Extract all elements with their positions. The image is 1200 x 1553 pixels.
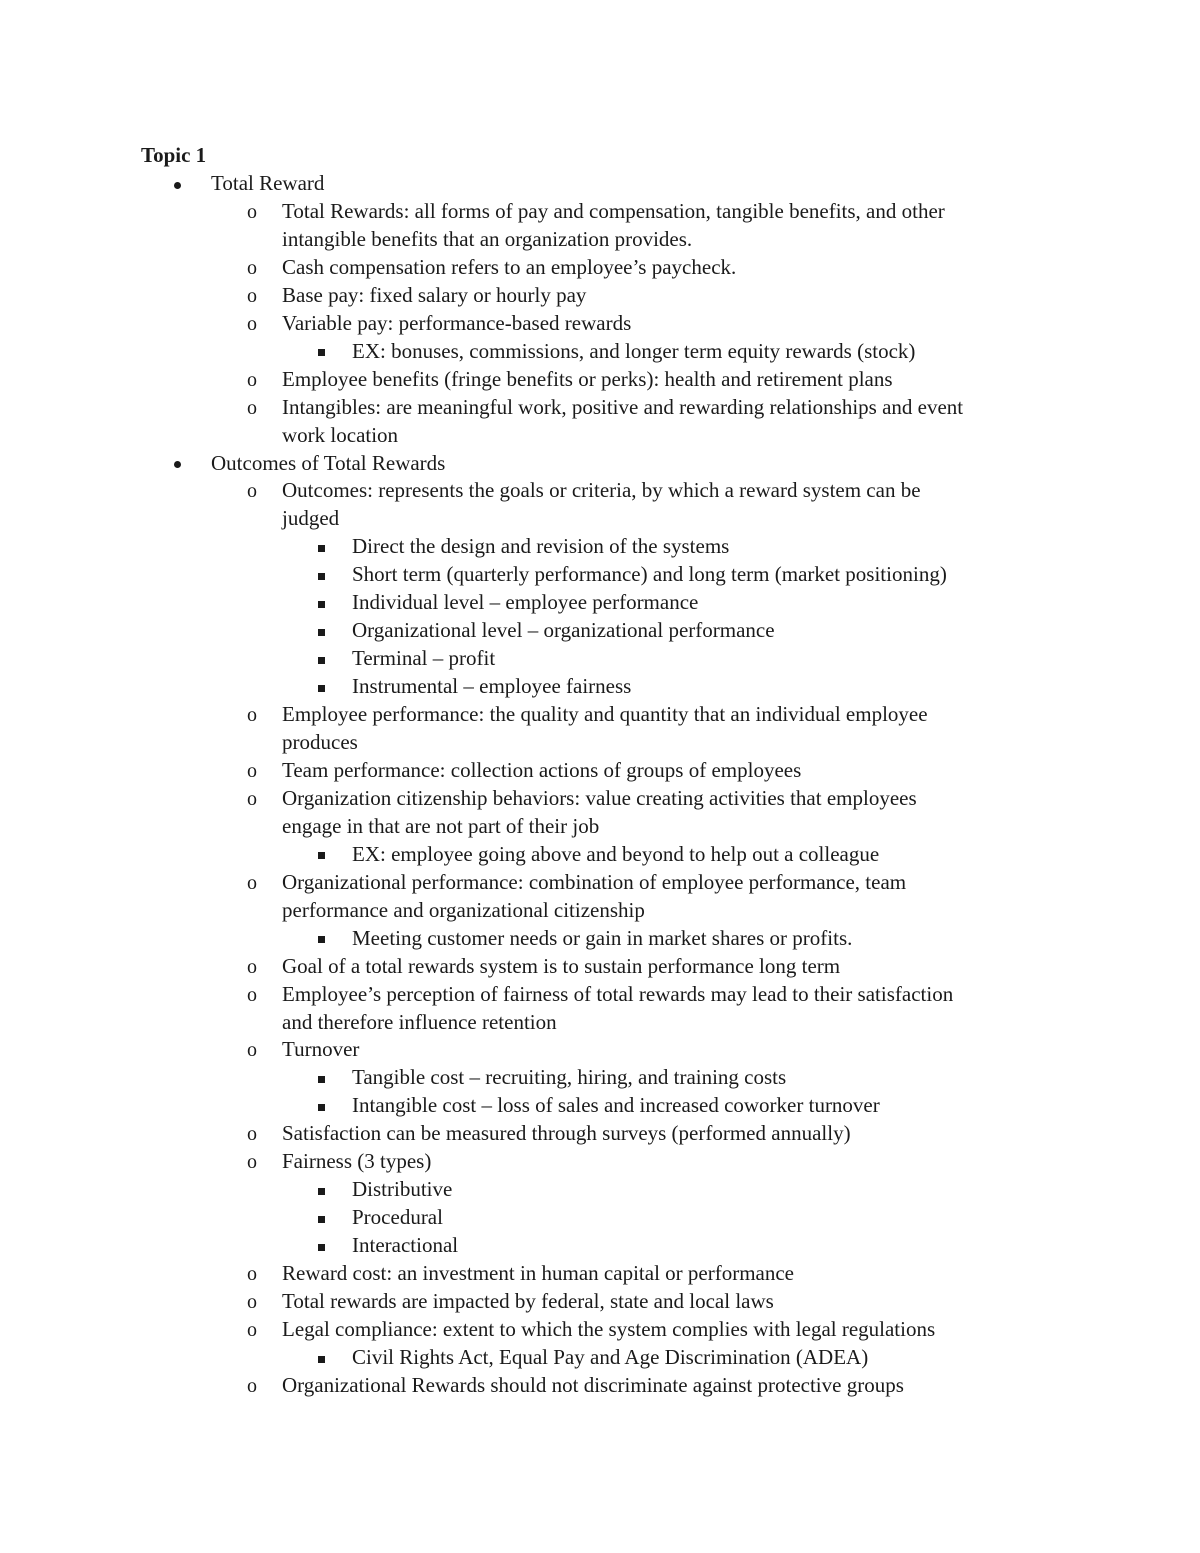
list-item-line: Meeting customer needs or gain in market shares or profits. [352,925,853,950]
list-item-line: Individual level – employee performance [352,590,699,615]
bullet-circle-icon: o [247,983,257,1006]
list-item-line: Intangible cost – loss of sales and increased coworker turnover [352,1093,880,1118]
bullet-square-icon [318,588,325,616]
list-item-line: Satisfaction can be measured through surveys (performed annually) [282,1121,851,1146]
list-item-line: work location [282,422,399,447]
list-item-line: Direct the design and revision of the systems [352,534,730,559]
list-item-line: Variable pay: performance-based rewards [282,310,632,335]
bullet-circle-icon: o [247,759,257,782]
list-item-line: Short term (quarterly performance) and long term (market positioning) [352,562,947,587]
bullet-circle-icon: o [247,1374,257,1397]
bullet-square-icon [318,840,325,868]
bullet-square-icon [318,1343,325,1371]
list-item-line: Legal compliance: extent to which the system complies with legal regulations [282,1316,936,1341]
bullet-circle-icon: o [247,200,257,223]
bullet-square-icon [318,532,325,560]
list-item-line: Reward cost: an investment in human capital or performance [282,1261,794,1286]
list-item-line: Fairness (3 types) [282,1149,432,1174]
bullet-circle-icon: o [247,955,257,978]
list-item-line: Turnover [282,1037,360,1062]
bullet-dot-icon [174,169,181,197]
bullet-square-icon [318,672,325,700]
bullet-square-icon [318,337,325,365]
list-item-line: Organizational level – organizational performance [352,618,775,643]
bullet-square-icon [318,616,325,644]
list-item-line: Team performance: collection actions of groups of employees [282,757,802,782]
list-item-line: engage in that are not part of their job [282,813,600,838]
list-item-line: Employee benefits (fringe benefits or perks): health and retirement plans [282,366,893,391]
list-item-line: Procedural [352,1205,443,1230]
list-item-line: and therefore influence retention [282,1009,557,1034]
bullet-square-icon [318,1203,325,1231]
list-item-line: performance and organizational citizenship [282,897,645,922]
list-item-line: Outcomes of Total Rewards [211,450,446,475]
list-item-line: EX: bonuses, commissions, and longer term equity rewards (stock) [352,338,916,363]
list-item-line: Distributive [352,1177,453,1202]
list-item-line: Organization citizenship behaviors: value creating activities that employees [282,785,917,810]
list-item-line: Total Reward [211,171,325,195]
list-item-line: Instrumental – employee fairness [352,674,632,699]
list-item-line: Employee’s perception of fairness of total rewards may lead to their satisfaction [282,981,954,1006]
bullet-circle-icon: o [247,1039,257,1062]
bullet-circle-icon: o [247,1291,257,1313]
list-item-line: produces [282,730,358,754]
bullet-circle-icon: o [247,1123,257,1146]
list-item-line: intangible benefits that an organization provides. [282,226,693,251]
list-item-line: Intangibles: are meaningful work, positive and rewarding relationships and event [282,394,964,419]
bullet-circle-icon: o [247,1263,257,1286]
bullet-dot-icon [174,449,181,477]
bullet-circle-icon: o [247,704,257,727]
list-item-line: Total Rewards: all forms of pay and compensation, tangible benefits, and other [282,198,945,223]
bullet-square-icon [318,1175,325,1203]
list-item-line: Interactional [352,1233,459,1258]
bullet-circle-icon: o [247,368,257,391]
list-item-line: EX: employee going above and beyond to help out a colleague [352,841,880,866]
bullet-square-icon [318,1063,325,1091]
bullet-square-icon [318,924,325,952]
list-item-line: Base pay: fixed salary or hourly pay [282,282,587,307]
list-item-line: Goal of a total rewards system is to sustain performance long term [282,953,841,978]
bullet-square-icon [318,560,325,588]
list-item-line: Outcomes: represents the goals or criteria, by which a reward system can be [282,478,921,503]
list-item-line: Tangible cost – recruiting, hiring, and training costs [352,1065,787,1090]
bullet-circle-icon: o [247,284,257,307]
list-item-line: Terminal – profit [352,646,496,671]
bullet-circle-icon: o [247,871,257,894]
bullet-square-icon [318,1091,325,1119]
bullet-circle-icon: o [247,787,257,810]
list-item-line: judged [282,506,340,531]
list-item-line: Civil Rights Act, Equal Pay and Age Discrimination (ADEA) [352,1344,869,1369]
bullet-circle-icon: o [247,256,257,279]
bullet-circle-icon: o [247,396,257,419]
bullet-square-icon [318,644,325,672]
page-title: Topic 1 [141,143,207,167]
list-item-line: Total rewards are impacted by federal, state and local laws [282,1289,774,1313]
bullet-circle-icon: o [247,1318,257,1341]
bullet-circle-icon: o [247,480,257,503]
list-item-line: Organizational performance: combination of employee performance, team [282,869,907,894]
bullet-circle-icon: o [247,312,257,335]
bullet-circle-icon: o [247,1151,257,1174]
list-item-line: Cash compensation refers to an employee’s paycheck. [282,254,737,279]
list-item-line: Organizational Rewards should not discriminate against protective groups [282,1372,904,1397]
bullet-square-icon [318,1231,325,1259]
list-item-line: Employee performance: the quality and quantity that an individual employee [282,702,928,727]
